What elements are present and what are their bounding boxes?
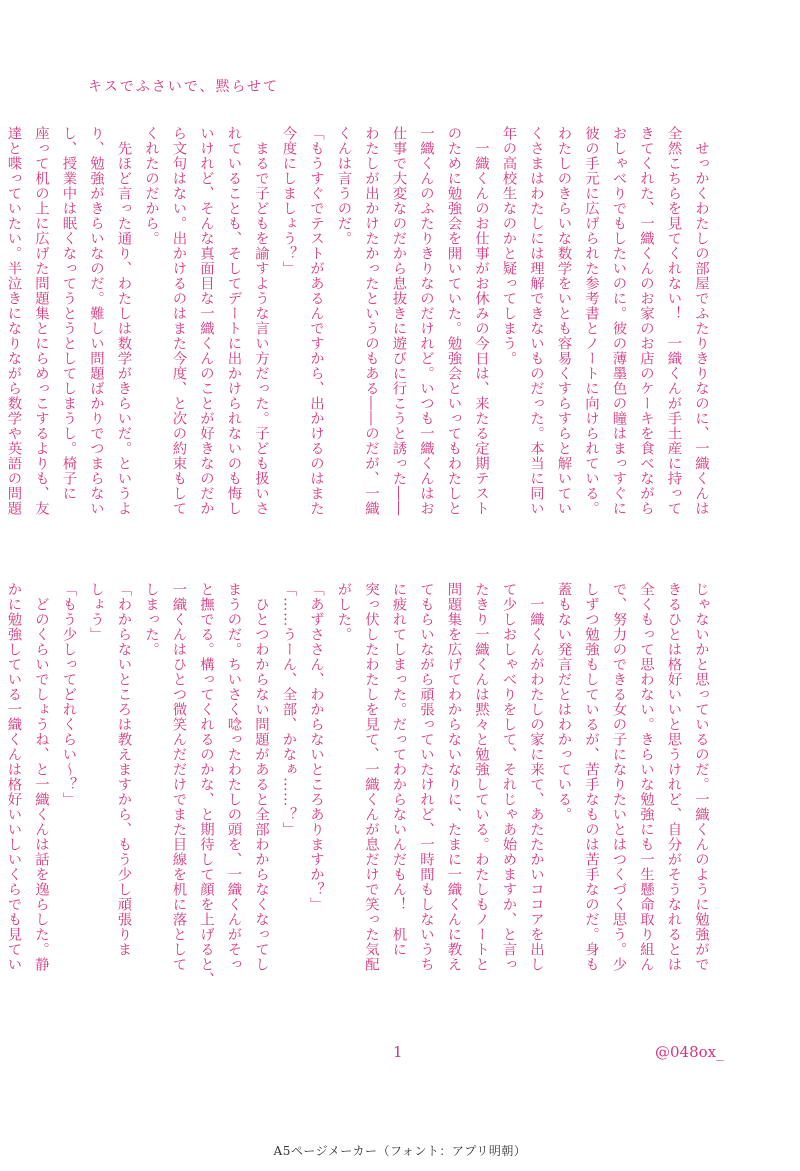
text-line: り、勉強がきらいなのだ。難しい問題ばかりでつまらない [88, 126, 104, 516]
text-line: しずつ勉強もしているが、苦手なものは苦手なのだ。身も [583, 582, 599, 972]
text-line: 達と喋っていたい。半泣きになりながら数学や英語の問題 [5, 126, 22, 516]
text-line: いけれど、そんな真面目な一織くんのことが好きなのだか [198, 126, 214, 516]
text-line: がした。 [335, 582, 352, 642]
text-line: くんは言うのだ。 [335, 126, 352, 246]
text-line: 一織くんがわたしの家に来て、あたたかいココアを出し [528, 582, 544, 972]
text-line: ひとつわからない問題があると全部わからなくなってし [253, 582, 269, 972]
text-line: おしゃべりでもしたいのに。彼の薄墨色の瞳はまっすぐに [610, 126, 627, 516]
text-line: くれたのだから。 [143, 126, 159, 246]
text-line: 一織くんのお仕事がお休みの今日は、来たる定期テスト [473, 126, 489, 516]
text-line: 今度にしましょう？」 [280, 126, 297, 276]
text-line: 年の高校生なのかと疑ってしまう。 [500, 126, 517, 366]
page-number: 1 [393, 1043, 403, 1061]
text-line: に疲れてしまった。だってわからないんだもん！ 机に [390, 582, 407, 957]
text-line: で、努力のできる女の子になりたいとはつくづく思う。少 [610, 582, 627, 972]
text-line: わたしが出かけたかったというのもある――のだが、一織 [363, 126, 379, 516]
text-line: かに勉強している一織くんは格好いいしいくらでも見てい [5, 582, 22, 972]
text-line: 全然こちらを見てくれない！ 一織くんが手土産に持って [665, 126, 682, 516]
text-line: 座って机の上に広げた問題集とにらめっこするよりも、友 [33, 126, 49, 516]
text-line: まるで子どもを諭すような言い方だった。子ども扱いさ [253, 126, 269, 516]
text-line: 一織くんはひとつ微笑んだだけでまた目線を机に落として [170, 582, 187, 972]
text-line: 「もうすぐでテストがあるんですから、出かけるのはまた [308, 126, 324, 516]
text-line: と撫でる。構ってくれるのかな、と期待して顔を上げると、 [198, 582, 214, 987]
text-line: じゃないかと思っているのだ。一織くんのように勉強がで [693, 582, 709, 972]
text-line: 「もう少しってどれくらい～？」 [60, 582, 77, 807]
text-line: 彼の手元に広げられた参考書とノートに向けられている。 [583, 126, 599, 516]
text-line: し、授業中は眠くなってうとうとしてしまうし。椅子に [60, 126, 77, 501]
text-line: 突っ伏したわたしを見て、一織くんが息だけで笑った気配 [363, 582, 379, 972]
text-line: きるひとは格好いいと思うけれど、自分がそうなれるとは [665, 582, 682, 972]
text-line: しまった。 [143, 582, 159, 657]
text-line: 「わからないところは教えますから、もう少し頑張りま [115, 582, 132, 957]
text-line: わたしのきらいな数学をいとも容易くすらすらと解いてい [555, 126, 572, 516]
text-line: れていることも、そしてデートに出かけられないのも悔し [225, 126, 242, 516]
text-line: せっかくわたしの部屋でふたりきりなのに、一織くんは [693, 126, 709, 516]
text-line: 蓋もない発言だとはわかっている。 [555, 582, 572, 822]
text-line: しょう」 [88, 582, 104, 642]
text-line: どのくらいでしょうね、と一織くんは話を逸らした。静 [33, 582, 49, 972]
text-line: 「……うーん、全部、かなぁ……？」 [280, 582, 297, 837]
text-line: 一織くんのふたりきりなのだけれど。いつも一織くんはお [418, 126, 434, 516]
footer-credit: A5ページメーカー（フォント：アプリ明朝） [273, 1144, 527, 1158]
text-line: 「あずささん、わからないところありますか？」 [308, 582, 324, 912]
vertical-text-block-bottom [5, 582, 714, 1004]
text-line: て少しおしゃべりをして、それじゃあ始めますか、と言っ [500, 582, 517, 972]
author-handle: @048ox_ [655, 1043, 724, 1061]
text-line: 問題集を広げてわからないなりに、たまに一織くんに教え [445, 582, 462, 972]
vertical-text-block-top [5, 126, 714, 546]
text-line: のために勉強会を開いていた。勉強会といってもわたしと [445, 126, 462, 516]
text-line: てもらいながら頑張っていたけれど、一時間もしないうち [418, 582, 434, 972]
text-line: たきり一織くんは黙々と勉強している。わたしもノートと [473, 582, 489, 972]
story-title: キスでふさいで、黙らせて [88, 79, 280, 95]
text-line: ら文句はない。出かけるのはまた今度、と次の約束もして [170, 126, 187, 516]
text-line: 先ほど言った通り、わたしは数学がきらいだ。というよ [115, 126, 132, 516]
text-line: 仕事で大変なのだから息抜きに遊びに行こうと誘った―― [390, 126, 407, 516]
text-line: きてくれた、一織くんのお家のお店のケーキを食べながら [638, 126, 654, 516]
text-line: くさまはわたしには理解できないものだった。本当に同い [528, 126, 544, 516]
text-line: 全くもって思わない。きらいな勉強にも一生懸命取り組ん [638, 582, 654, 972]
text-line: まうのだ。ちいさく唸ったわたしの頭を、一織くんがそっ [225, 582, 242, 972]
